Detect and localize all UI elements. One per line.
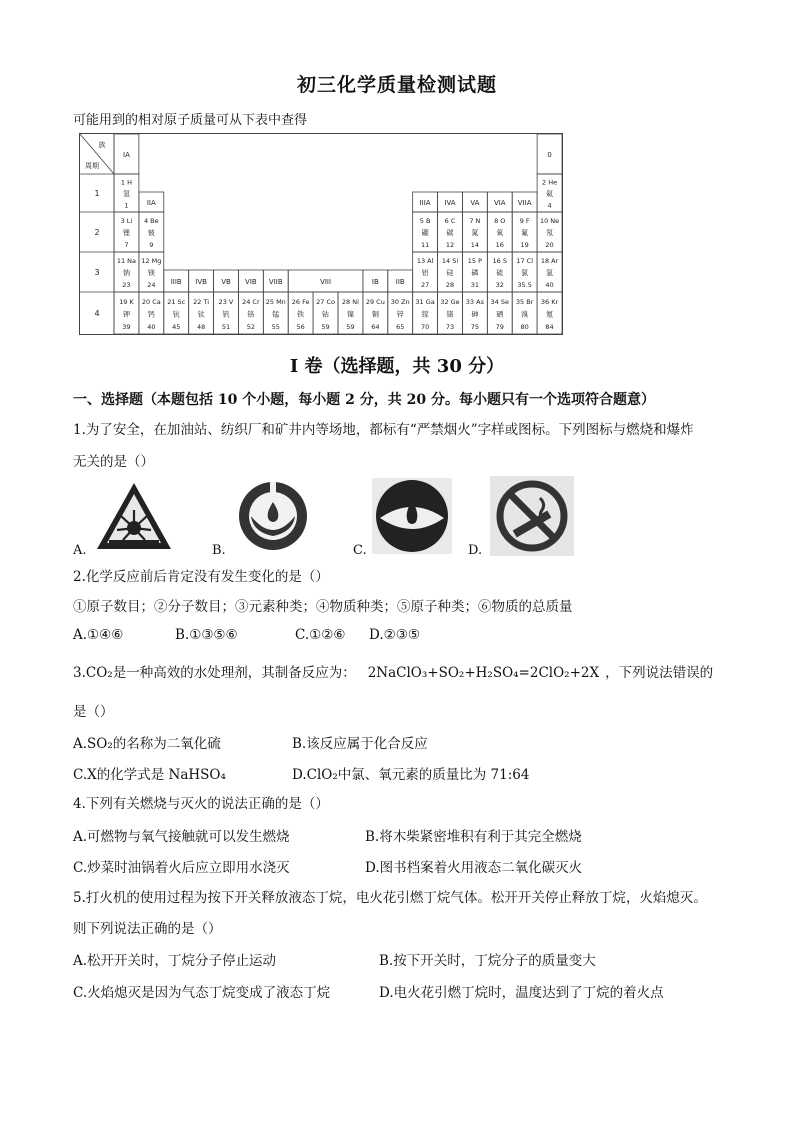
element-symbol-Cl: 17 Cl bbox=[516, 257, 534, 266]
element-mass-Zn: 65 bbox=[396, 322, 405, 331]
q3-suffix: ，下列说法错误的 bbox=[605, 665, 714, 681]
element-mass-Al: 27 bbox=[420, 281, 430, 290]
element-name-Cl: 氯 bbox=[521, 269, 529, 278]
element-name-C: 碳 bbox=[446, 229, 454, 238]
element-name-N: 氮 bbox=[471, 229, 479, 238]
element-symbol-Fe: 26 Fe bbox=[291, 297, 310, 306]
element-symbol-Mn: 25 Mn bbox=[265, 297, 286, 306]
question-5-line-2: 则下列说法正确的是（） bbox=[73, 921, 222, 937]
corner-group-label: 族 bbox=[98, 141, 106, 149]
element-mass-Mg: 24 bbox=[147, 281, 156, 290]
group-label-IB: IB bbox=[371, 278, 379, 286]
q3-prefix: 3.CO₂是一种高效的水处理剂，其制备反应为： bbox=[73, 665, 356, 681]
element-symbol-P: 15 P bbox=[467, 257, 483, 266]
element-name-Co: 钴 bbox=[322, 310, 330, 319]
q5-option-c: C.火焰熄灭是因为气态丁烷变成了液态丁烷 bbox=[73, 985, 331, 1001]
element-symbol-Cu: 29 Cu bbox=[365, 297, 385, 306]
element-name-Al: 铝 bbox=[421, 269, 429, 278]
element-mass-Cr: 52 bbox=[246, 322, 256, 331]
group-label-VIB: VIB bbox=[245, 278, 257, 286]
group-label-IIB: IIB bbox=[395, 278, 405, 286]
water-drop-hand-icon bbox=[237, 480, 309, 556]
q1-option-b-label: B. bbox=[212, 543, 226, 558]
element-symbol-K: 19 K bbox=[119, 297, 134, 306]
element-name-O: 氧 bbox=[496, 229, 504, 238]
element-name-Ar: 氩 bbox=[546, 269, 554, 278]
element-mass-Ar: 40 bbox=[545, 281, 554, 290]
group-label-IIA: IIA bbox=[146, 199, 156, 207]
element-symbol-Cr: 24 Cr bbox=[242, 297, 260, 306]
element-mass-O: 16 bbox=[495, 241, 504, 250]
explosion-warning-icon bbox=[95, 480, 173, 556]
element-mass-Ni: 59 bbox=[346, 322, 355, 331]
element-name-As: 砷 bbox=[471, 310, 479, 319]
element-name-B: 硼 bbox=[421, 229, 429, 238]
element-name-Kr: 氪 bbox=[546, 310, 554, 319]
element-mass-Ti: 48 bbox=[196, 322, 206, 331]
element-symbol-S: 16 S bbox=[492, 257, 508, 266]
group-label-IIIB: IIIB bbox=[170, 278, 182, 286]
q4-option-a: A.可燃物与氧气接触就可以发生燃烧 bbox=[73, 829, 290, 845]
element-name-Ti: 钛 bbox=[197, 310, 205, 319]
element-mass-Ne: 20 bbox=[545, 241, 554, 250]
element-mass-Ge: 73 bbox=[445, 322, 455, 331]
group-label-VB: VB bbox=[221, 278, 231, 286]
element-symbol-Ge: 32 Ge bbox=[440, 297, 460, 306]
element-mass-Sc: 45 bbox=[172, 322, 181, 331]
element-mass-Fe: 56 bbox=[296, 322, 305, 331]
period-label-2: 2 bbox=[94, 228, 100, 237]
page-title: 初三化学质量检测试题 bbox=[296, 74, 497, 96]
element-name-H: 氢 bbox=[122, 190, 130, 199]
element-symbol-Zn: 30 Zn bbox=[390, 297, 410, 306]
element-symbol-Kr: 36 Kr bbox=[540, 297, 559, 306]
question-1-line-2: 无关的是（） bbox=[73, 454, 154, 470]
element-mass-Se: 79 bbox=[495, 322, 504, 331]
periodic-table-graphic bbox=[80, 134, 562, 334]
element-mass-Cu: 64 bbox=[371, 322, 380, 331]
period-label-1: 1 bbox=[94, 189, 100, 198]
element-symbol-H: 1 H bbox=[120, 178, 132, 187]
element-mass-As: 75 bbox=[470, 322, 480, 331]
element-symbol-Na: 11 Na bbox=[116, 257, 137, 266]
element-symbol-Ne: 10 Ne bbox=[539, 217, 560, 226]
element-symbol-N: 7 N bbox=[469, 217, 481, 226]
element-symbol-V: 23 V bbox=[218, 297, 234, 306]
element-mass-Li: 7 bbox=[124, 241, 129, 250]
group-label-VIIB: VIIB bbox=[268, 278, 283, 286]
period-label-3: 3 bbox=[94, 268, 100, 277]
element-symbol-Ti: 22 Ti bbox=[193, 297, 210, 306]
element-name-Zn: 锌 bbox=[396, 310, 404, 319]
q2-option-a: A.①④⑥ bbox=[73, 627, 124, 643]
element-symbol-Mg: 12 Mg bbox=[141, 257, 162, 266]
element-symbol-He: 2 He bbox=[542, 178, 558, 187]
element-mass-Na: 23 bbox=[122, 281, 131, 290]
element-symbol-Ni: 28 Ni bbox=[341, 297, 359, 306]
no-smoking-icon bbox=[490, 476, 574, 560]
q1-option-c-label: C. bbox=[353, 543, 367, 558]
element-name-Mg: 镁 bbox=[147, 269, 155, 278]
element-name-Se: 硒 bbox=[496, 310, 504, 319]
element-symbol-F: 9 F bbox=[519, 217, 530, 226]
element-mass-Kr: 84 bbox=[545, 322, 554, 331]
period-label-4: 4 bbox=[94, 309, 100, 318]
element-name-Be: 铍 bbox=[147, 229, 155, 238]
element-mass-Co: 59 bbox=[321, 322, 330, 331]
element-name-Br: 溴 bbox=[521, 310, 529, 319]
q5-option-d: D.电火花引燃丁烷时，温度达到了丁烷的着火点 bbox=[379, 985, 664, 1001]
element-symbol-Al: 13 Al bbox=[416, 257, 434, 266]
q3-option-d: D.ClO₂中氯、氧元素的质量比为 71:64 bbox=[292, 767, 530, 783]
element-mass-B: 11 bbox=[420, 241, 430, 250]
element-symbol-Li: 3 Li bbox=[120, 217, 133, 226]
element-mass-Be: 9 bbox=[149, 241, 154, 250]
question-2: 2.化学反应前后肯定没有发生变化的是（） bbox=[73, 569, 329, 585]
q3-option-c: C.X的化学式是 NaHSO₄ bbox=[73, 767, 226, 783]
group-label-IVA: IVA bbox=[444, 199, 456, 207]
element-name-Na: 钠 bbox=[122, 269, 130, 278]
q3-option-b: B.该反应属于化合反应 bbox=[292, 736, 428, 752]
corner-period-label: 周期 bbox=[85, 162, 99, 170]
q1-option-a-label: A. bbox=[73, 543, 87, 558]
intro-text: 可能用到的相对原子质量可从下表中查得 bbox=[73, 113, 308, 128]
q3-equation: 2NaClO₃+SO₂+H₂SO₄=2ClO₂+2X bbox=[367, 665, 600, 681]
element-mass-N: 14 bbox=[470, 241, 480, 250]
element-mass-K: 39 bbox=[122, 322, 131, 331]
element-name-Fe: 铁 bbox=[297, 310, 305, 319]
element-symbol-B: 5 B bbox=[419, 217, 431, 226]
q3-option-a: A.SO₂的名称为二氧化硫 bbox=[73, 736, 221, 752]
element-mass-C: 12 bbox=[445, 241, 455, 250]
question-2-items: ①原子数目；②分子数目；③元素种类；④物质种类；⑤原子种类；⑥物质的总质量 bbox=[73, 599, 573, 615]
element-name-Mn: 锰 bbox=[272, 310, 280, 319]
element-mass-S: 32 bbox=[495, 281, 504, 290]
group-label-VA: VA bbox=[470, 199, 480, 207]
element-mass-P: 31 bbox=[470, 281, 480, 290]
question-3-line-1 bbox=[73, 662, 713, 684]
q4-option-b: B.将木柴紧密堆积有利于其完全燃烧 bbox=[365, 829, 582, 845]
q5-option-a: A.松开开关时，丁烷分子停止运动 bbox=[73, 953, 277, 969]
element-symbol-O: 8 O bbox=[494, 217, 506, 226]
q4-option-c: C.炒菜时油锅着火后应立即用水浇灭 bbox=[73, 860, 290, 876]
element-name-P: 磷 bbox=[471, 269, 479, 278]
question-4: 4.下列有关燃烧与灭火的说法正确的是（） bbox=[73, 796, 329, 812]
periodic-table bbox=[79, 133, 563, 335]
element-mass-Ga: 70 bbox=[420, 322, 430, 331]
element-mass-F: 19 bbox=[520, 241, 529, 250]
q2-option-c: C.①②⑥ bbox=[295, 627, 346, 643]
question-3-line-2: 是（） bbox=[73, 704, 114, 720]
element-symbol-Se: 34 Se bbox=[490, 297, 510, 306]
group-label-VIII: VIII bbox=[320, 278, 332, 286]
group-label-0: 0 bbox=[547, 151, 552, 159]
element-symbol-Ar: 18 Ar bbox=[540, 257, 559, 266]
element-symbol-Ga: 31 Ga bbox=[415, 297, 435, 306]
group-label-VIA: VIA bbox=[493, 199, 506, 207]
q1-option-d-label: D. bbox=[468, 543, 483, 558]
element-name-Ge: 锗 bbox=[446, 310, 454, 319]
element-symbol-Be: 4 Be bbox=[143, 217, 159, 226]
element-name-Li: 锂 bbox=[122, 229, 130, 238]
element-mass-Ca: 40 bbox=[147, 322, 156, 331]
element-symbol-C: 6 C bbox=[444, 217, 456, 226]
q2-option-b: B.①③⑤⑥ bbox=[175, 627, 238, 643]
element-mass-V: 51 bbox=[221, 322, 231, 331]
element-name-Ni: 镍 bbox=[346, 310, 354, 319]
element-mass-H: 1 bbox=[124, 201, 129, 210]
element-mass-Br: 80 bbox=[520, 322, 529, 331]
element-symbol-Br: 35 Br bbox=[515, 297, 534, 306]
question-1-line-1: 1.为了安全，在加油站、纺织厂和矿井内等场地，都标有“严禁烟火”字样或图标。下列图标与燃烧和爆炸 bbox=[73, 422, 694, 438]
part-title: 一、选择题（本题包括 10 个小题，每小题 2 分，共 20 分。每小题只有一个选项符合题意） bbox=[73, 392, 655, 408]
element-name-V: 钒 bbox=[222, 310, 230, 319]
element-name-K: 钾 bbox=[122, 310, 130, 319]
group-label-IVB: IVB bbox=[195, 278, 207, 286]
element-name-Ga: 镓 bbox=[421, 310, 429, 319]
element-name-Ne: 氖 bbox=[546, 229, 554, 238]
group-label-IIIA: IIIA bbox=[419, 199, 431, 207]
q4-option-d: D.图书档案着火用液态二氧化碳灭火 bbox=[365, 860, 583, 876]
element-name-S: 硫 bbox=[496, 269, 504, 278]
drip-hand-icon bbox=[372, 478, 452, 558]
element-mass-He: 4 bbox=[547, 201, 552, 210]
element-symbol-Sc: 21 Sc bbox=[167, 297, 186, 306]
element-name-Ca: 钙 bbox=[147, 310, 155, 319]
element-mass-Si: 28 bbox=[445, 281, 455, 290]
group-label-IA: IA bbox=[123, 151, 130, 159]
element-name-Si: 硅 bbox=[446, 269, 454, 278]
question-5-line-1: 5.打火机的使用过程为按下开关释放液态丁烷，电火花引燃丁烷气体。松开开关停止释放丁烷，火焰熄灭。 bbox=[73, 890, 707, 906]
element-name-Cr: 铬 bbox=[247, 310, 255, 319]
element-name-Cu: 铜 bbox=[371, 310, 379, 319]
element-name-F: 氟 bbox=[521, 229, 529, 238]
element-symbol-Co: 27 Co bbox=[316, 297, 335, 306]
section-title: I 卷（选择题，共 30 分） bbox=[289, 356, 505, 377]
group-label-VIIA: VIIA bbox=[517, 199, 532, 207]
element-mass-Cl: 35.5 bbox=[517, 281, 532, 290]
element-symbol-Si: 14 Si bbox=[441, 257, 459, 266]
element-mass-Mn: 55 bbox=[271, 322, 280, 331]
q5-option-b: B.按下开关时，丁烷分子的质量变大 bbox=[379, 953, 596, 969]
q2-option-d: D.②③⑤ bbox=[369, 627, 420, 643]
element-name-He: 氦 bbox=[546, 190, 554, 199]
element-name-Sc: 钪 bbox=[172, 310, 180, 319]
element-symbol-Ca: 20 Ca bbox=[141, 297, 161, 306]
element-symbol-As: 33 As bbox=[465, 297, 484, 306]
